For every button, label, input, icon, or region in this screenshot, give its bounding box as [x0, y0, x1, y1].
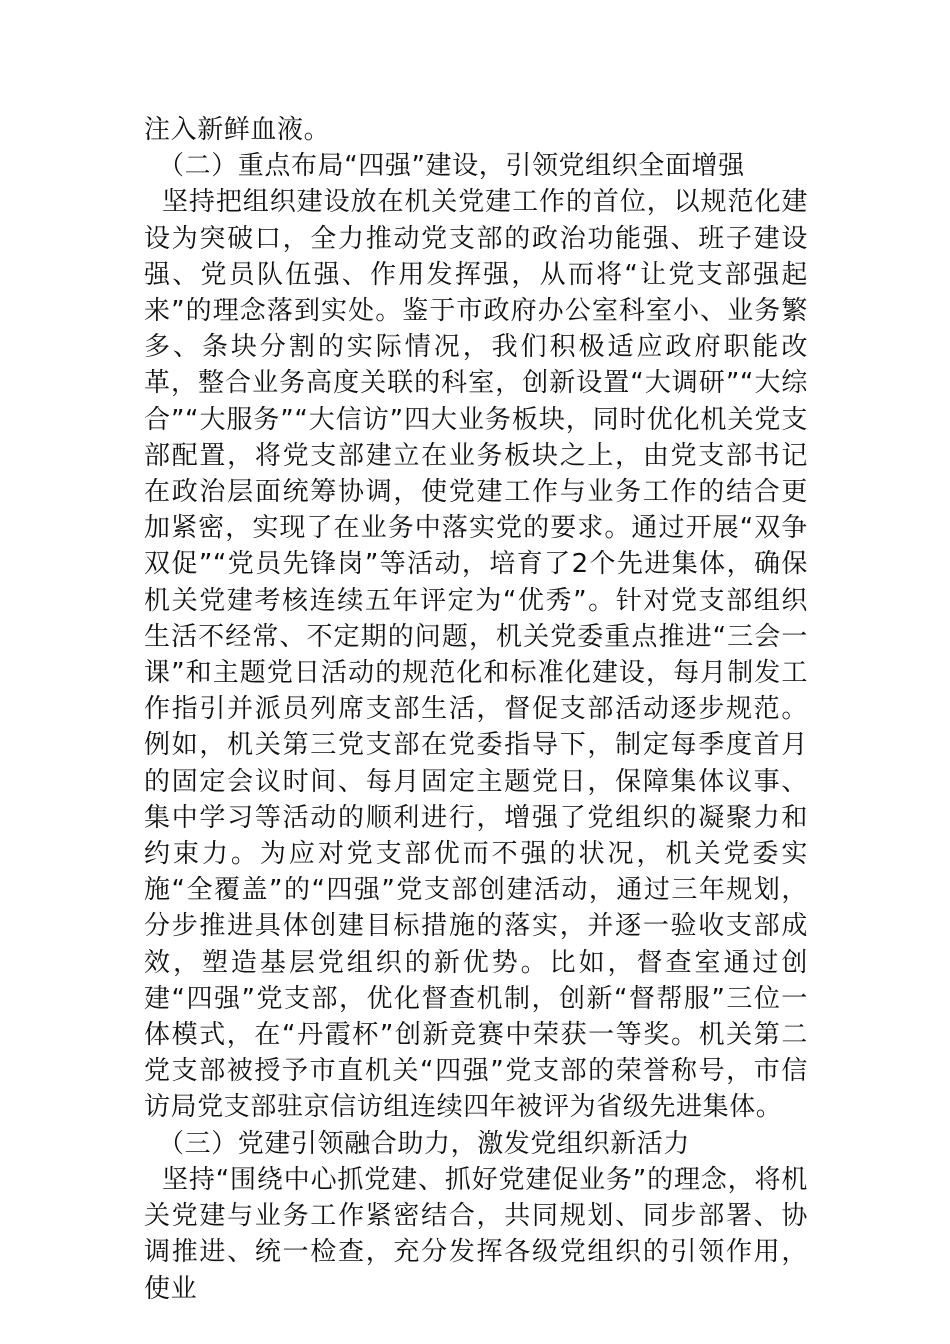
section-heading-three: （三）党建引领融合助力，激发党组织新活力 [158, 1128, 691, 1159]
section-heading-two: （二）重点布局“四强”建设，引领党组织全面增强 [158, 151, 745, 182]
paragraph-continuation: 注入新鲜血液。 [144, 115, 331, 145]
paragraph-organization-building: 坚持把组织建设放在机关党建工作的首位，以规范化建设为突破口，全力推动党支部的政治功能强、班子建设强、党员队伍强、作用发挥强，从而将“让党支部强起来”的理念落到实处。鉴于市政府办公室科室小、业务繁多、条块分割的实际情况，我们积极适应政府职能改革，整合业务高度关联的科室，创新设置“大调研”“大综合”“大服务”“大信访”四大业务板块，同时优化机关党支部配置，将党支部建立在业务板块之上，由党支部书记在政治层面统筹协调，使党建工作与业务工作的结合更加紧密，实现了在业务中落实党的要求。通过开展“双争双促”“党员先锋岗”等活动，培育了2个先进集体，确保机关党建考核连续五年评定为“优秀”。针对党支部组织生活不经常、不定期的问题，机关党委重点推进“三会一课”和主题党日活动的规范化和标准化建设，每月制发工作指引并派员列席支部生活，督促支部活动逐步规范。例如，机关第三党支部在党委指导下，制定每季度首月的固定会议时间、每月固定主题党日，保障集体议事、集中学习等活动的顺利进行，增强了党组织的凝聚力和约束力。为应对党支部优而不强的状况，机关党委实施“全覆盖”的“四强”党支部创建活动，通过三年规划，分步推进具体创建目标措施的落实，并逐一验收支部成效，塑造基层党组织的新优势。比如，督查室通过创建“四强”党支部，优化督查机制，创新“督帮服”三位一体模式，在“丹霞杯”创新竞赛中荣获一等奖。机关第二党支部被授予市直机关“四强”党支部的荣誉称号，市信访局党支部驻京信访组连续四年被评为省级先进集体。 [144, 187, 808, 1123]
paragraph-party-integration: 坚持“围绕中心抓党建、抓好党建促业务”的理念，将机关党建与业务工作紧密结合，共同规划、同步部署、协调推进、统一检查，充分发挥各级党组织的引领作用，使业 [144, 1164, 808, 1304]
document-body [144, 112, 808, 1307]
